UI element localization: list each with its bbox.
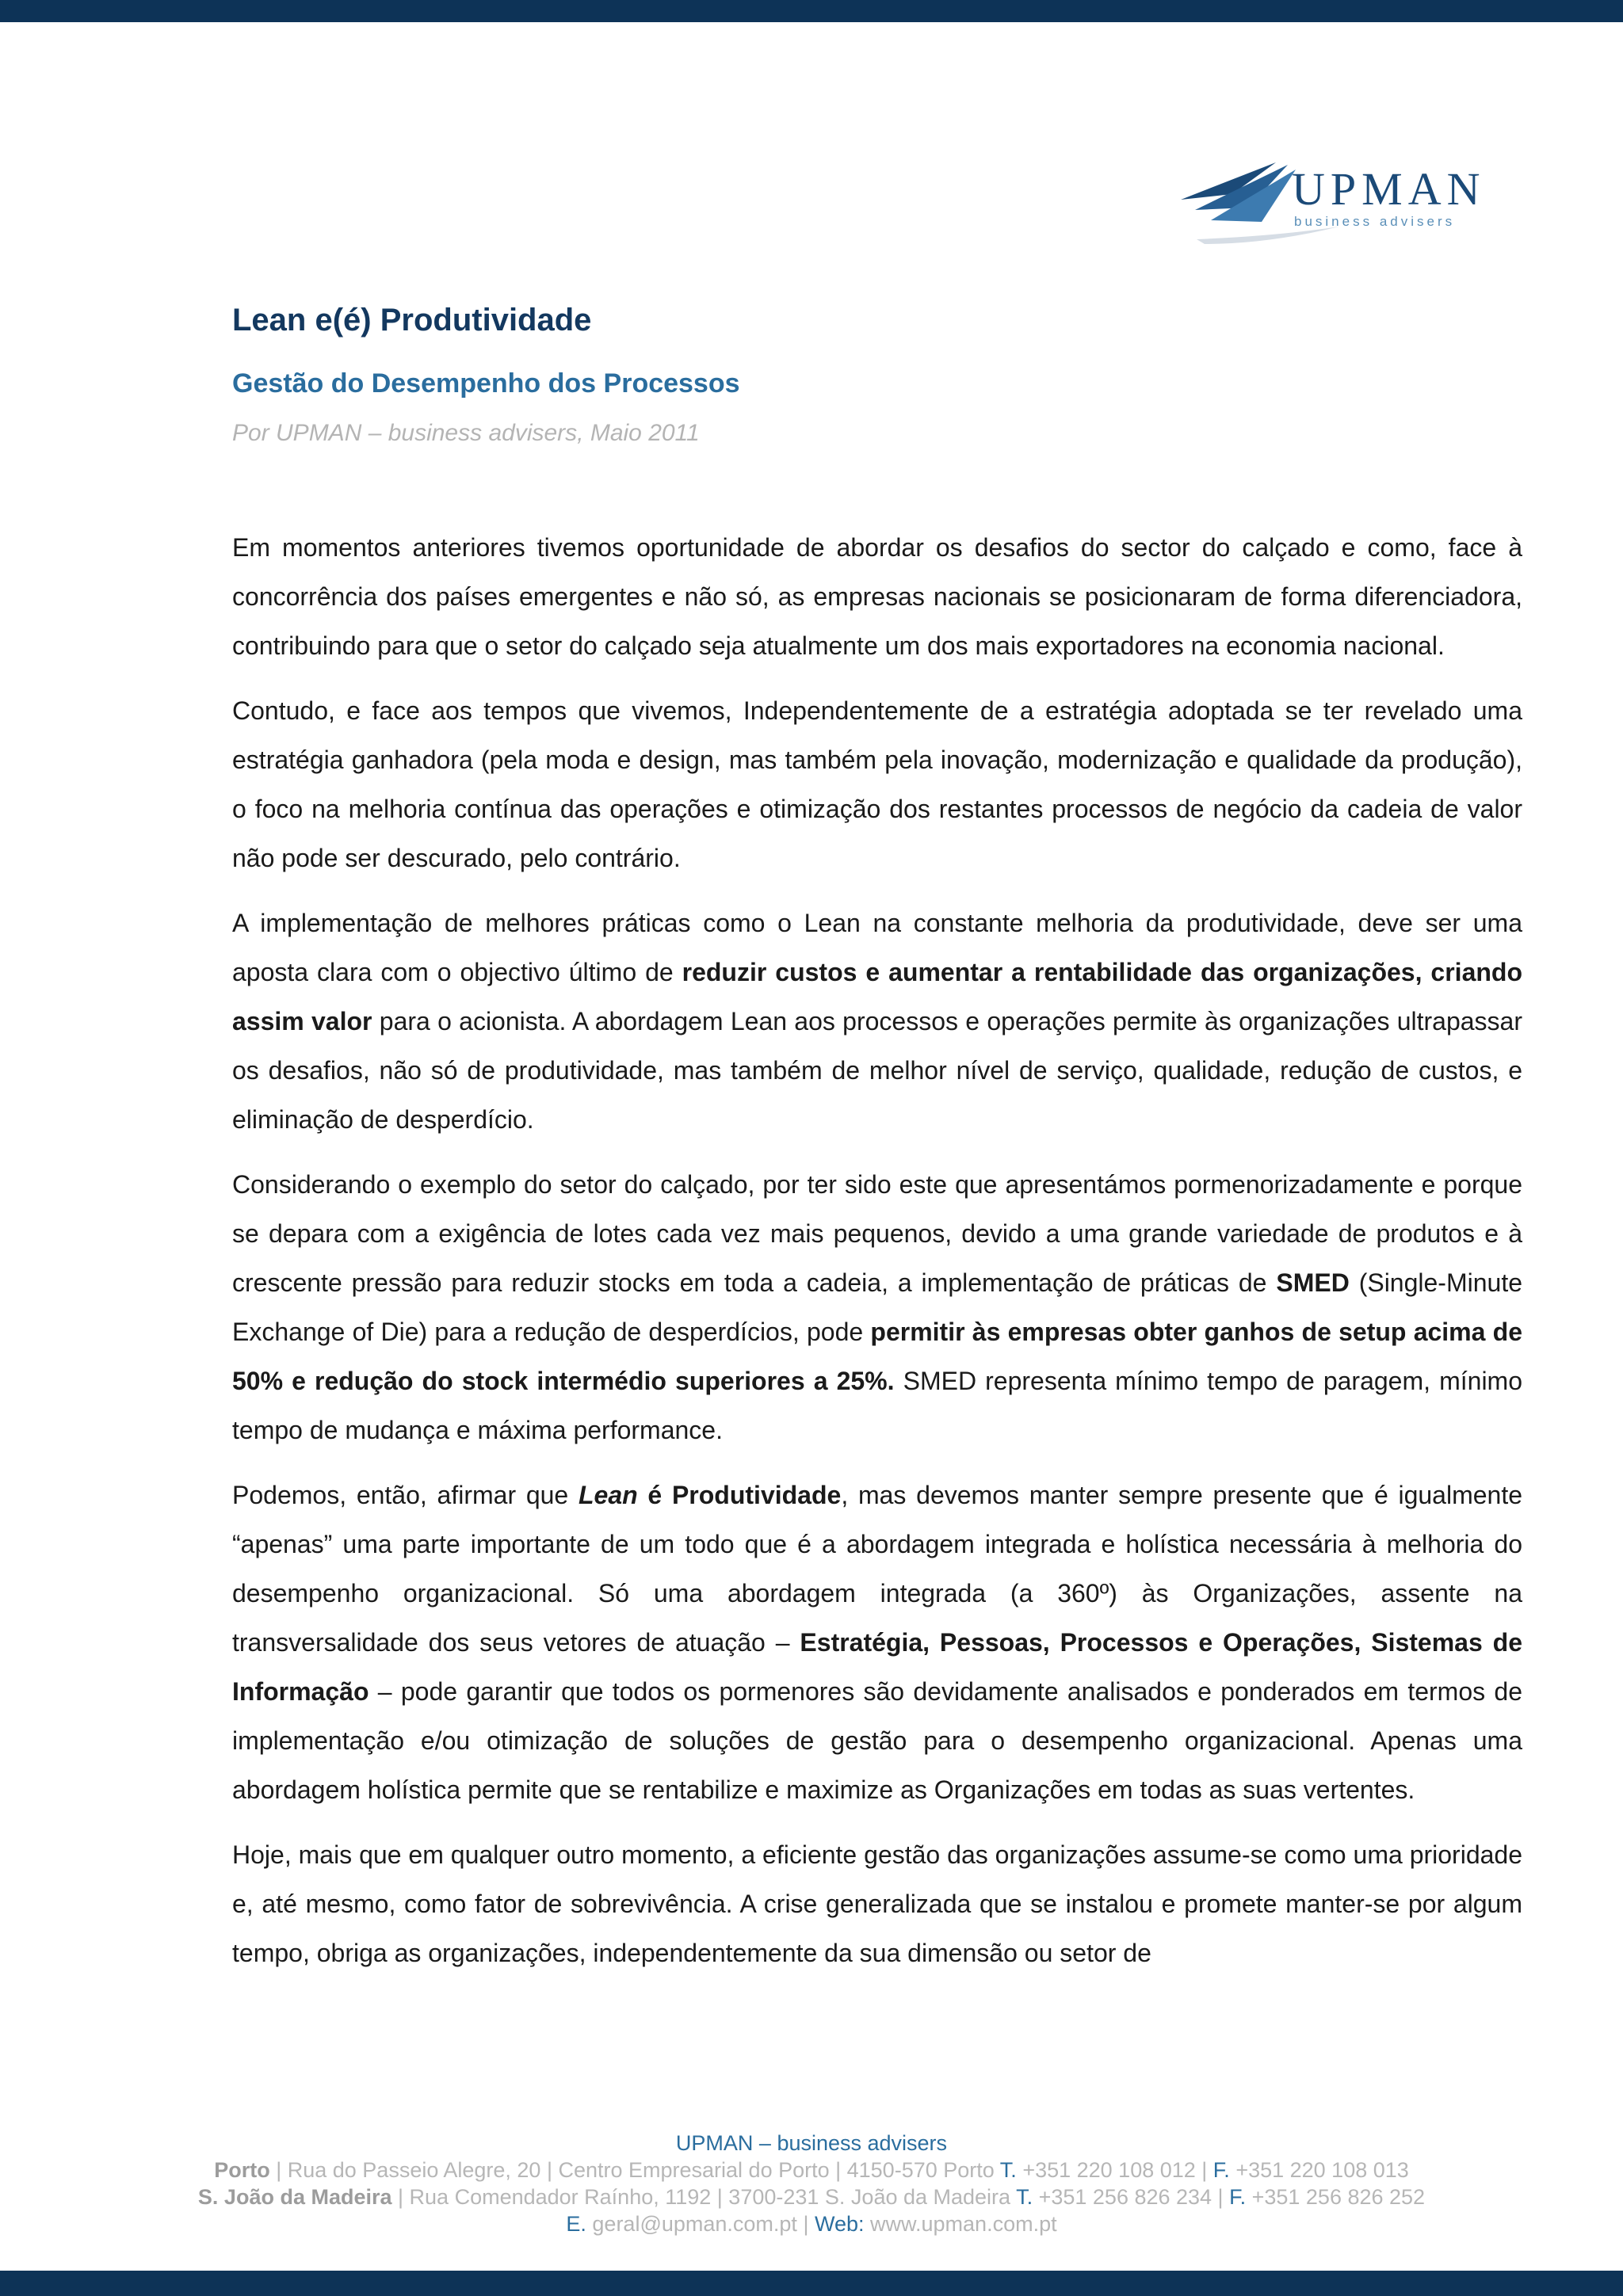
text-run: SMED representa mínimo tempo de paragem, mínimo tempo de mudança e máxima performance. [232, 1367, 1523, 1444]
article-body [232, 523, 1522, 1993]
text-run: (Single-Minute Exchange of Die) para a redução de desperdícios, pode [232, 1268, 1522, 1346]
footer [0, 2130, 1623, 2237]
text-run: Em momentos anteriores tivemos oportunidade de abordar os desafios do sector do calçado e como, face à concorrência dos países emergentes e não só, as empresas nacionais se posicionaram de forma diferenciadora, contribuindo para que o setor do calçado seja atualmente um dos mais exportadores na economia nacional. [232, 533, 1522, 660]
bottom-bar [0, 2271, 1623, 2296]
paragraph [232, 1160, 1522, 1455]
top-bar [0, 0, 1623, 22]
paragraph [232, 686, 1522, 883]
text-run: – pode garantir que todos os pormenores são devidamente analisados e ponderados em termos de implementação e/ou otimização de soluções de gestão para o desempenho organizacional. Apenas uma abordagem holística permite que se rentabilize e maximize as Organizações em todas as suas vertentes. [232, 1677, 1522, 1804]
bold-text: Estratégia, Pessoas, Processos e Operações, Sistemas de Informação [232, 1628, 1523, 1706]
text-run: A implementação de melhores práticas como o Lean na constante melhoria da produtividade, deve ser uma aposta clara com o objectivo último de [232, 909, 1522, 986]
text-run: para o acionista. A abordagem Lean aos processos e operações permite às organizações ultrapassar os desafios, não só de produtividade, mas também de melhor nível de serviço, qualidade, redução de custos, e eliminação de desperdício. [232, 1007, 1523, 1134]
text-run: Podemos, então, afirmar que [232, 1481, 579, 1509]
page-subtitle: Gestão do Desempenho dos Processos [232, 368, 740, 399]
paragraph [232, 1470, 1522, 1814]
logo-wordmark: UPMAN [1292, 163, 1486, 215]
page-title: Lean e(é) Produtividade [232, 303, 592, 338]
text-run: Hoje, mais que em qualquer outro momento, a eficiente gestão das organizações assume-se como uma prioridade e, até mesmo, como fator de sobrevivência. A crise generalizada que se instalou e promete manter-se por algum tempo, obriga as organizações, independentemente da sua dimensão ou setor de [232, 1840, 1522, 1967]
text-run: Contudo, e face aos tempos que vivemos, Independentemente de a estratégia adoptada se ter revelado uma estratégia ganhadora (pela moda e design, mas também pela inovação, modernização e qualidade da produção), o foco na melhoria contínua das operações e otimização dos restantes processos de negócio da cadeia de valor não pode ser descurado, pelo contrário. [232, 696, 1522, 872]
paragraph [232, 523, 1522, 670]
bold-text: permitir às empresas obter ganhos de setup acima de 50% e redução do stock intermédio superiores a 25%. [232, 1318, 1523, 1395]
logo-tagline: business advisers [1294, 214, 1456, 229]
byline: Por UPMAN – business advisers, Maio 2011 [232, 420, 700, 446]
bold-text: SMED [1276, 1268, 1350, 1297]
website-link[interactable]: www.upman.com.pt [864, 2212, 1057, 2236]
email-link[interactable]: geral@upman.com.pt | [586, 2212, 815, 2236]
bold-text: Lean [578, 1481, 638, 1509]
text-run: , mas devemos manter sempre presente que é igualmente “apenas” uma parte importante de um todo que é a abordagem integrada e holística necessária à melhoria do desempenho organizacional. Só uma abordagem integrada (a 360º) às Organizações, assente na transversalidade dos seus vetores de atuação – [232, 1481, 1523, 1657]
paragraph [232, 898, 1522, 1144]
bold-text: reduzir custos e aumentar a rentabilidade das organizações, criando assim valor [232, 958, 1523, 1035]
footer-porto: Porto | Rua do Passeio Alegre, 20 | Centro Empresarial do Porto | 4150-570 Porto T. +351 220 108 012 | F. +351 220 108 013 [214, 2158, 1409, 2182]
footer-company: UPMAN – business advisers [675, 2131, 948, 2155]
bold-text: é Produtividade [637, 1481, 842, 1509]
paragraph [232, 1830, 1522, 1978]
text-run: Considerando o exemplo do setor do calçado, por ter sido este que apresentámos pormenorizadamente e porque se depara com a exigência de lotes cada vez mais pequenos, devido a uma grande variedade de produtos e à crescente pressão para reduzir stocks em toda a cadeia, a implementação de práticas de [232, 1170, 1522, 1297]
footer-contact: E. geral@upman.com.pt | Web: www.upman.com.pt [566, 2212, 1057, 2236]
footer-sjm: S. João da Madeira | Rua Comendador Raínho, 1192 | 3700-231 S. João da Madeira T. +351 256 826 234 | F. +351 256 826 252 [197, 2185, 1426, 2209]
